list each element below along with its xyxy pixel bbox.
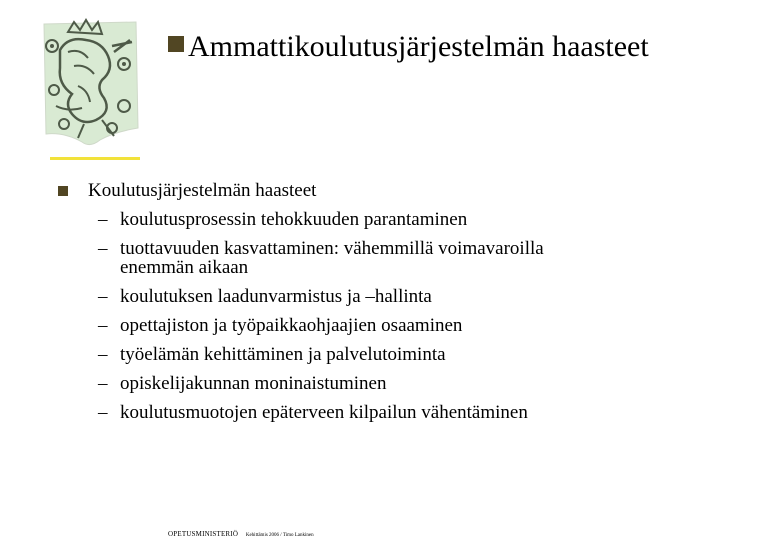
dash-bullet: – — [98, 315, 108, 336]
list-item-text-line2: enemmän aikaan — [120, 257, 249, 278]
footer-info: Kehittämis 2006 / Timo Lankinen — [245, 533, 314, 538]
list-item-text-line1: tuottavuuden kasvattaminen: vähemmillä voimavaroilla — [120, 238, 544, 259]
logo-underline — [50, 157, 140, 160]
footer — [168, 530, 314, 540]
list-item — [58, 311, 748, 340]
title-bullet-icon — [168, 36, 184, 52]
list-item-text: koulutusprosessin tehokkuuden parantaminen — [120, 209, 468, 230]
main-heading: Koulutusjärjestelmän haasteet — [88, 180, 317, 201]
footer-org: OPETUSMINISTERIÖ — [168, 530, 239, 538]
list-item-text: koulutuksen laadunvarmistus ja –hallinta — [120, 286, 432, 307]
square-bullet-icon — [58, 186, 68, 196]
list-item — [58, 282, 748, 311]
dash-bullet: – — [98, 402, 108, 423]
dash-bullet: – — [98, 238, 108, 259]
list-item — [58, 234, 748, 282]
list-item — [58, 369, 748, 398]
title-row — [168, 30, 649, 64]
dash-bullet: – — [98, 344, 108, 365]
page-title: Ammattikoulutusjärjestelmän haasteet — [188, 30, 649, 63]
list-item-text: työelämän kehittäminen ja palvelutoiminta — [120, 344, 446, 365]
slide-content — [58, 176, 748, 427]
dash-bullet: – — [98, 209, 108, 230]
lion-emblem-icon — [38, 16, 142, 150]
list-item — [58, 398, 748, 427]
list-item-text: opettajiston ja työpaikkaohjaajien osaaminen — [120, 315, 463, 336]
list-item-text: koulutusmuotojen epäterveen kilpailun vähentäminen — [120, 402, 528, 423]
list-item-text: opiskelijakunnan moninaistuminen — [120, 373, 387, 394]
main-bullet — [58, 176, 748, 205]
list-item — [58, 205, 748, 234]
list-item — [58, 340, 748, 369]
challenge-list — [58, 205, 748, 427]
dash-bullet: – — [98, 286, 108, 307]
coat-of-arms-logo — [38, 16, 142, 150]
dash-bullet: – — [98, 373, 108, 394]
